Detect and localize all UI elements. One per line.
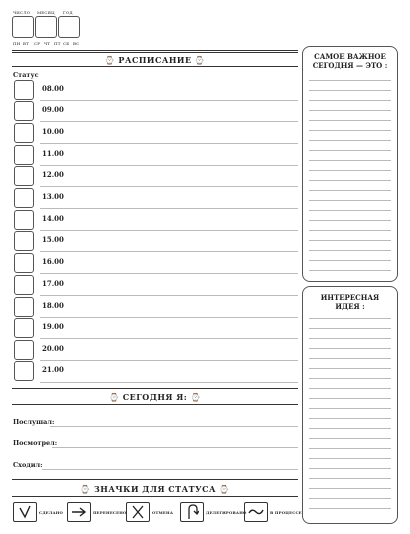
important-line[interactable] (309, 90, 391, 91)
important-line[interactable] (309, 220, 391, 221)
important-line[interactable] (309, 110, 391, 111)
idea-line[interactable] (309, 428, 391, 429)
listened-line[interactable] (50, 426, 298, 427)
schedule-top-rule-2 (12, 52, 298, 53)
important-line[interactable] (309, 240, 391, 241)
idea-line[interactable] (309, 468, 391, 469)
time-label: 20.00 (42, 344, 64, 353)
schedule-line[interactable] (40, 317, 298, 318)
status-box[interactable] (14, 101, 34, 121)
legend-bottom-rule (12, 496, 298, 497)
status-box[interactable] (14, 253, 34, 273)
today-bottom-rule (12, 404, 298, 405)
idea-line[interactable] (309, 368, 391, 369)
date-year-box[interactable] (58, 16, 80, 38)
arrow-right-icon (71, 506, 87, 518)
cross-icon (131, 505, 145, 519)
status-box[interactable] (14, 188, 34, 208)
idea-line[interactable] (309, 338, 391, 339)
date-day-label: ЧИСЛО (13, 10, 31, 15)
time-label: 21.00 (42, 365, 64, 374)
schedule-line[interactable] (40, 143, 298, 144)
idea-title-line-1: ИНТЕРЕСНАЯ (320, 293, 380, 302)
idea-line[interactable] (309, 328, 391, 329)
important-line[interactable] (309, 230, 391, 231)
weekday-wed[interactable]: СР (34, 41, 41, 46)
legend-moved-box (67, 502, 91, 522)
today-top-rule (12, 388, 298, 389)
legend-delegated-box (180, 502, 204, 522)
checkmark-icon (18, 505, 32, 519)
status-box[interactable] (14, 318, 34, 338)
schedule-line[interactable] (40, 295, 298, 296)
today-title: ⌚ СЕГОДНЯ Я: ⌚ (109, 392, 201, 402)
time-label: 12.00 (42, 170, 64, 179)
important-line[interactable] (309, 130, 391, 131)
important-line[interactable] (309, 120, 391, 121)
weekday-mon[interactable]: ПН (13, 41, 21, 46)
idea-line[interactable] (309, 358, 391, 359)
status-box[interactable] (14, 297, 34, 317)
idea-line[interactable] (309, 408, 391, 409)
legend-progress-label: В ПРОЦЕССЕ (270, 510, 302, 515)
weekday-sat[interactable]: СБ (63, 41, 70, 46)
time-label: 15.00 (42, 235, 64, 244)
idea-line[interactable] (309, 378, 391, 379)
legend-delegated-label: ДЕЛЕГИРОВАНО (206, 510, 247, 515)
important-line[interactable] (309, 170, 391, 171)
time-label: 10.00 (42, 127, 64, 136)
idea-line[interactable] (309, 348, 391, 349)
schedule-line[interactable] (40, 165, 298, 166)
tilde-icon (248, 507, 264, 517)
legend-top-rule (12, 479, 298, 480)
important-title-line-2: СЕГОДНЯ — ЭТО : (312, 61, 388, 70)
status-label: Статус (13, 71, 39, 79)
time-label: 13.00 (42, 192, 64, 201)
schedule-line[interactable] (40, 338, 298, 339)
time-label: 17.00 (42, 279, 64, 288)
schedule-line[interactable] (40, 121, 298, 122)
idea-line[interactable] (309, 478, 391, 479)
important-line[interactable] (309, 200, 391, 201)
time-label: 09.00 (42, 105, 64, 114)
status-box[interactable] (14, 275, 34, 295)
status-box[interactable] (14, 231, 34, 251)
visited-label: Сходил: (13, 461, 43, 469)
idea-title-line-2: ИДЕЯ : (335, 302, 365, 311)
idea-line[interactable] (309, 508, 391, 509)
date-year-label: ГОД (63, 10, 73, 15)
important-line[interactable] (309, 150, 391, 151)
time-label: 16.00 (42, 257, 64, 266)
legend-progress-box (244, 502, 268, 522)
visited-line[interactable] (42, 469, 298, 470)
time-label: 14.00 (42, 214, 64, 223)
status-box[interactable] (14, 166, 34, 186)
important-title-line-1: САМОЕ ВАЖНОЕ (314, 52, 386, 61)
legend-moved-label: ПЕРЕНЕСЕНО (93, 510, 127, 515)
status-box[interactable] (14, 123, 34, 143)
idea-line[interactable] (309, 438, 391, 439)
date-day-box[interactable] (12, 16, 34, 38)
idea-line[interactable] (309, 458, 391, 459)
idea-line[interactable] (309, 388, 391, 389)
important-line[interactable] (309, 190, 391, 191)
schedule-bottom-rule (12, 66, 298, 67)
weekday-thu[interactable]: ЧТ (44, 41, 51, 46)
status-box[interactable] (14, 210, 34, 230)
legend-done-box (13, 502, 37, 522)
status-box[interactable] (14, 80, 34, 100)
important-line[interactable] (309, 140, 391, 141)
time-label: 19.00 (42, 322, 64, 331)
time-label: 18.00 (42, 301, 64, 310)
watched-label: Посмотрел: (13, 439, 58, 447)
important-line[interactable] (309, 260, 391, 261)
weekday-tue[interactable]: ВТ (23, 41, 30, 46)
important-panel (302, 46, 398, 282)
watched-line[interactable] (52, 447, 298, 448)
idea-line[interactable] (309, 488, 391, 489)
schedule-top-rule (12, 50, 298, 51)
listened-label: Послушал: (13, 418, 55, 426)
time-label: 11.00 (42, 149, 64, 158)
date-month-box[interactable] (35, 16, 57, 38)
schedule-line[interactable] (40, 100, 298, 101)
important-line[interactable] (309, 210, 391, 211)
schedule-line[interactable] (40, 360, 298, 361)
legend-cancel-box (126, 502, 150, 522)
idea-line[interactable] (309, 398, 391, 399)
schedule-line[interactable] (40, 186, 298, 187)
important-line[interactable] (309, 100, 391, 101)
idea-line[interactable] (309, 418, 391, 419)
legend-title: ⌚ ЗНАЧКИ ДЛЯ СТАТУСА ⌚ (80, 484, 230, 494)
idea-line[interactable] (309, 498, 391, 499)
status-box[interactable] (14, 361, 34, 381)
schedule-line[interactable] (40, 251, 298, 252)
legend-cancel-label: ОТМЕНА (152, 510, 174, 515)
schedule-line[interactable] (40, 273, 298, 274)
important-line[interactable] (309, 270, 391, 271)
time-label: 08.00 (42, 84, 64, 93)
important-line[interactable] (309, 250, 391, 251)
idea-line[interactable] (309, 448, 391, 449)
weekday-fri[interactable]: ПТ (54, 41, 61, 46)
schedule-title: ⌚ РАСПИСАНИЕ ⌚ (104, 55, 206, 65)
legend-done-label: СДЕЛАНО (39, 510, 64, 515)
return-arrow-icon (185, 504, 199, 520)
important-line[interactable] (309, 160, 391, 161)
status-box[interactable] (14, 145, 34, 165)
important-line[interactable] (309, 80, 391, 81)
schedule-line[interactable] (40, 230, 298, 231)
idea-line[interactable] (309, 318, 391, 319)
date-month-label: МЕСЯЦ (37, 10, 55, 15)
weekday-sun[interactable]: ВС (73, 41, 80, 46)
important-line[interactable] (309, 180, 391, 181)
schedule-line[interactable] (40, 382, 298, 383)
status-box[interactable] (14, 340, 34, 360)
schedule-line[interactable] (40, 208, 298, 209)
